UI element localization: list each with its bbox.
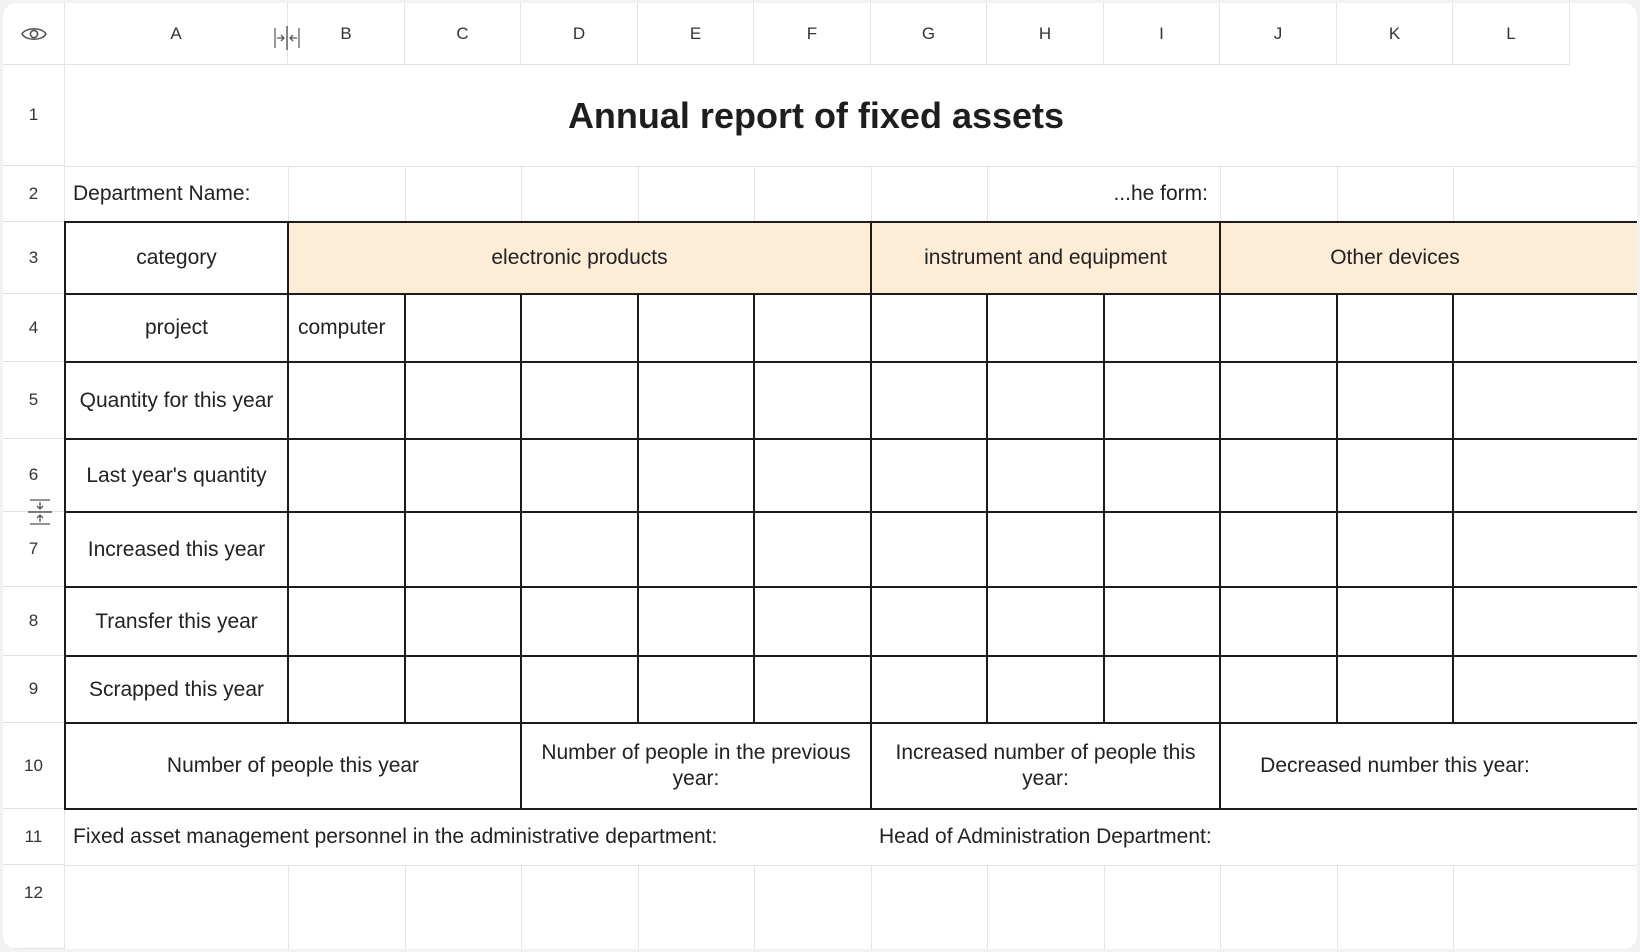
column-header-c[interactable]: C [405,3,521,65]
gridline [638,865,639,949]
gridline [405,865,406,949]
row-header-5[interactable]: 5 [3,362,65,439]
gridline [871,166,872,222]
row-header-2[interactable]: 2 [3,166,65,222]
gridline [987,166,988,222]
gridline [1220,166,1221,222]
group-other-devices[interactable]: Other devices [1330,246,1460,269]
gridline [1104,865,1105,949]
gridline [1220,865,1221,949]
table-border [1336,293,1338,724]
table-border [1452,293,1454,724]
table-border [65,655,1637,657]
table-border [1219,221,1221,810]
gridline [754,166,755,222]
column-header-f[interactable]: F [754,3,871,65]
table-border [65,586,1637,588]
group-electronic-products[interactable]: electronic products [491,246,668,269]
table-border [637,293,639,724]
people-increased[interactable]: Increased number of people this year: [895,741,1196,790]
gridline [1453,166,1454,222]
row-header-1[interactable]: 1 [3,65,65,166]
row-label-increased-this-year[interactable]: Increased this year [87,537,266,561]
head-admin-label[interactable]: Head of Administration Department: [879,825,1212,848]
table-border [870,221,872,810]
gridline [405,166,406,222]
gridline [871,865,872,949]
gridline [521,166,522,222]
row-header-3[interactable]: 3 [3,222,65,294]
table-border [1103,293,1105,724]
gridline [521,865,522,949]
column-header-i[interactable]: I [1104,3,1220,65]
row-label-quantity-this-year[interactable]: Quantity for this year [79,388,274,412]
column-resize-icon[interactable] [272,23,302,53]
gridline [288,865,289,949]
column-header-d[interactable]: D [521,3,638,65]
column-header-h[interactable]: H [987,3,1104,65]
row-header-9[interactable]: 9 [3,656,65,723]
gridline [1337,865,1338,949]
row-label-transfer-this-year[interactable]: Transfer this year [95,609,258,633]
row-header-12[interactable]: 12 [3,865,65,949]
row-label-last-year-quantity[interactable]: Last year's quantity [86,463,267,487]
row-header-10[interactable]: 10 [3,723,65,809]
column-header-j[interactable]: J [1220,3,1337,65]
table-border [986,293,988,724]
gridline [987,865,988,949]
sheet-title[interactable]: Annual report of fixed assets [567,94,1065,136]
project-computer[interactable]: computer [298,316,386,339]
table-border [65,511,1637,513]
table-border [753,293,755,724]
row-header-6[interactable]: 6 [3,439,65,512]
project-header[interactable]: project [144,316,209,339]
form-label[interactable]: ...he form: [1113,182,1208,205]
fixed-asset-personnel-label[interactable]: Fixed asset management personnel in the administrative department: [73,825,718,848]
column-header-g[interactable]: G [871,3,987,65]
column-header-a[interactable]: A [65,3,288,65]
gridline [1337,166,1338,222]
row-header-7[interactable]: 7 [3,512,65,587]
group-instrument-equipment[interactable]: instrument and equipment [924,246,1167,269]
column-header-l[interactable]: L [1453,3,1570,65]
gridline [638,166,639,222]
select-all-corner[interactable] [3,3,65,65]
category-header[interactable]: category [136,246,217,269]
eye-icon[interactable] [21,26,47,42]
people-decreased[interactable]: Decreased number this year: [1260,754,1530,777]
people-this-year[interactable]: Number of people this year [166,754,420,777]
column-header-e[interactable]: E [638,3,754,65]
row-header-4[interactable]: 4 [3,294,65,362]
row-header-8[interactable]: 8 [3,587,65,656]
gridline [65,865,1637,866]
row-label-scrapped-this-year[interactable]: Scrapped this year [88,677,265,701]
row-header-11[interactable]: 11 [3,809,65,865]
gridline [1453,865,1454,949]
table-border [65,438,1637,440]
row-resize-icon[interactable] [25,497,55,527]
people-previous-year[interactable]: Number of people in the previous year: [541,741,851,790]
gridline [754,865,755,949]
column-header-b[interactable]: B [288,3,405,65]
spreadsheet [3,3,1637,949]
department-name-label[interactable]: Department Name: [73,182,251,205]
column-header-k[interactable]: K [1337,3,1453,65]
